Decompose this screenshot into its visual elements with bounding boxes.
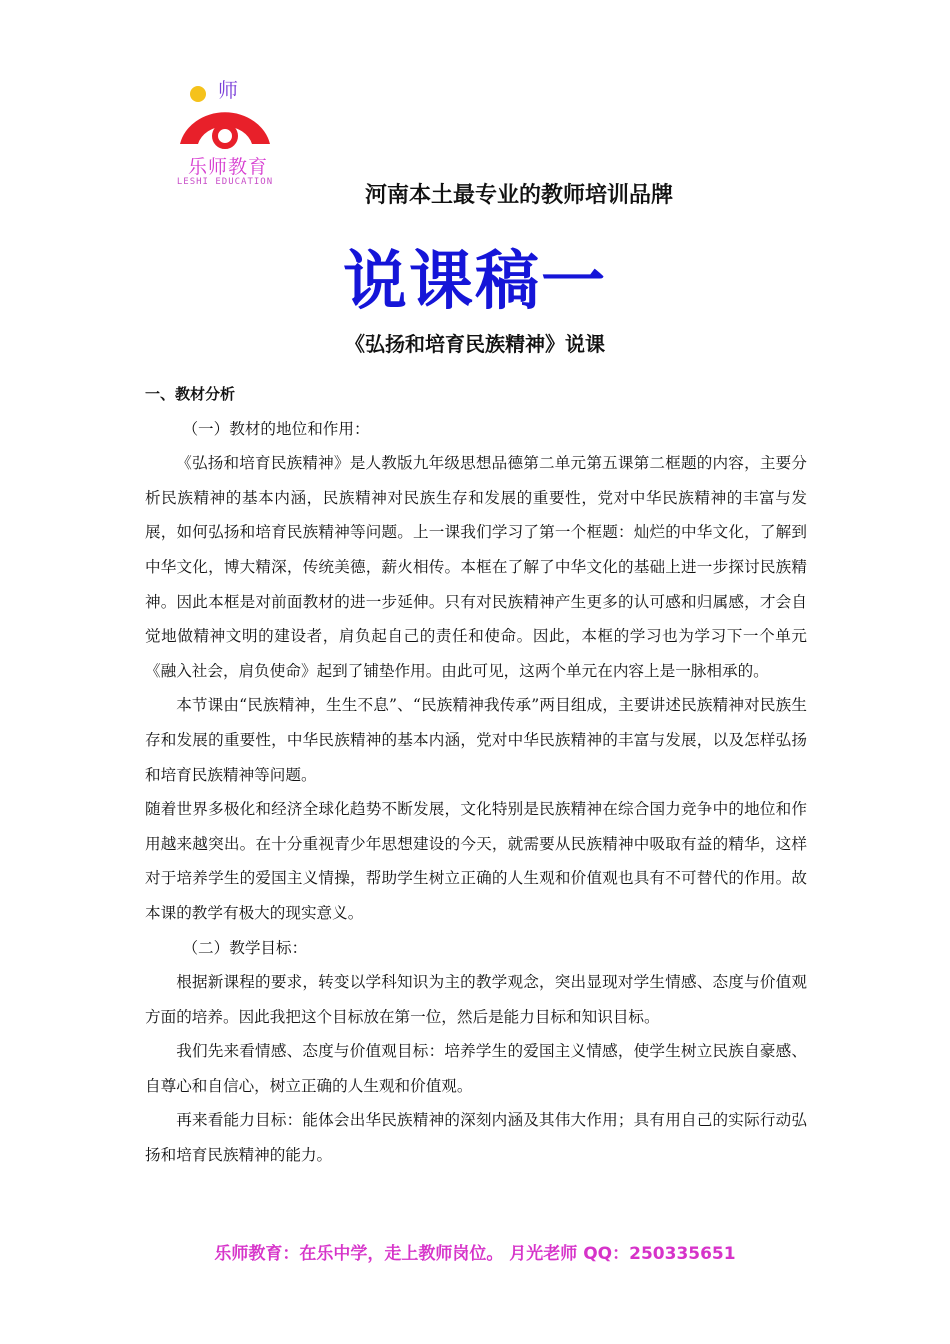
paragraph: 我们先来看情感、态度与价值观目标：培养学生的爱国主义情感，使学生树立民族自豪感、自尊心和自信心，树立正确的人生观和价值观。 [145, 1042, 807, 1095]
subsection-heading: （一）教材的地位和作用： [182, 419, 370, 438]
page-footer: 乐师教育：在乐中学，走上教师岗位。 月光老师 QQ：250335651 [214, 1244, 736, 1264]
logo-name-cn: 乐师教育 [187, 156, 268, 178]
section-heading: 一、教材分析 [145, 385, 236, 403]
paragraph: 《弘扬和培育民族精神》是人教版九年级思想品德第二单元第五课第二框题的内容，主要分析民族精神的基本内涵，民族精神对民族生存和发展的重要性，党对中华民族精神的丰富与发展，如何弘扬和培育民族精神等问题。上一课我们学习了第一个框题：灿烂的中华文化，了解到中华文化，博大精深，传统美德，薪火相传。本框在了解了中华文化的基础上进一步探讨民族精神。因此本框是对前面教材的进一步延伸。只有对民族精神产生更多的认可感和归属感，才会自觉地做精神文明的建设者，肩负起自己的责任和使命。因此，本框的学习也为学习下一个单元《融入社会，肩负使命》起到了铺垫作用。由此可见，这两个单元在内容上是一脉相承的。 [145, 454, 807, 680]
subsection-heading: （二）教学目标： [182, 938, 308, 957]
page-subtitle: 《弘扬和培育民族精神》说课 [345, 332, 605, 356]
logo-char: 师 [218, 78, 238, 102]
paragraph: 随着世界多极化和经济全球化趋势不断发展，文化特别是民族精神在综合国力竞争中的地位和作用越来越突出。在十分重视青少年思想建设的今天，就需要从民族精神中吸取有益的精华，这样对于培养学生的爱国主义情操，帮助学生树立正确的人生观和价值观也具有不可替代的作用。故本课的教学有极大的现实意义。 [145, 800, 807, 922]
paragraph: 根据新课程的要求，转变以学科知识为主的教学观念，突出显现对学生情感、态度与价值观方面的培养。因此我把这个目标放在第一位，然后是能力目标和知识目标。 [145, 973, 807, 1026]
paragraph: 再来看能力目标：能体会出华民族精神的深刻内涵及其伟大作用；具有用自己的实际行动弘扬和培育民族精神的能力。 [145, 1111, 807, 1165]
brand-logo [172, 72, 282, 196]
logo-dot-icon [190, 86, 206, 102]
logo-name-en: LESHI EDUCATION [176, 177, 274, 187]
document-body [145, 377, 807, 1173]
brand-slogan: 河南本土最专业的教师培训品牌 [365, 182, 674, 208]
logo-head-icon [215, 126, 235, 146]
paragraph: 本节课由“民族精神，生生不息”、“民族精神我传承”两目组成，主要讲述民族精神对民族生存和发展的重要性，中华民族精神的基本内涵，党对中华民族精神的丰富与发展，以及怎样弘扬和培育民族精神等问题。 [145, 696, 807, 784]
page-title: 说课稿一 [343, 245, 607, 319]
